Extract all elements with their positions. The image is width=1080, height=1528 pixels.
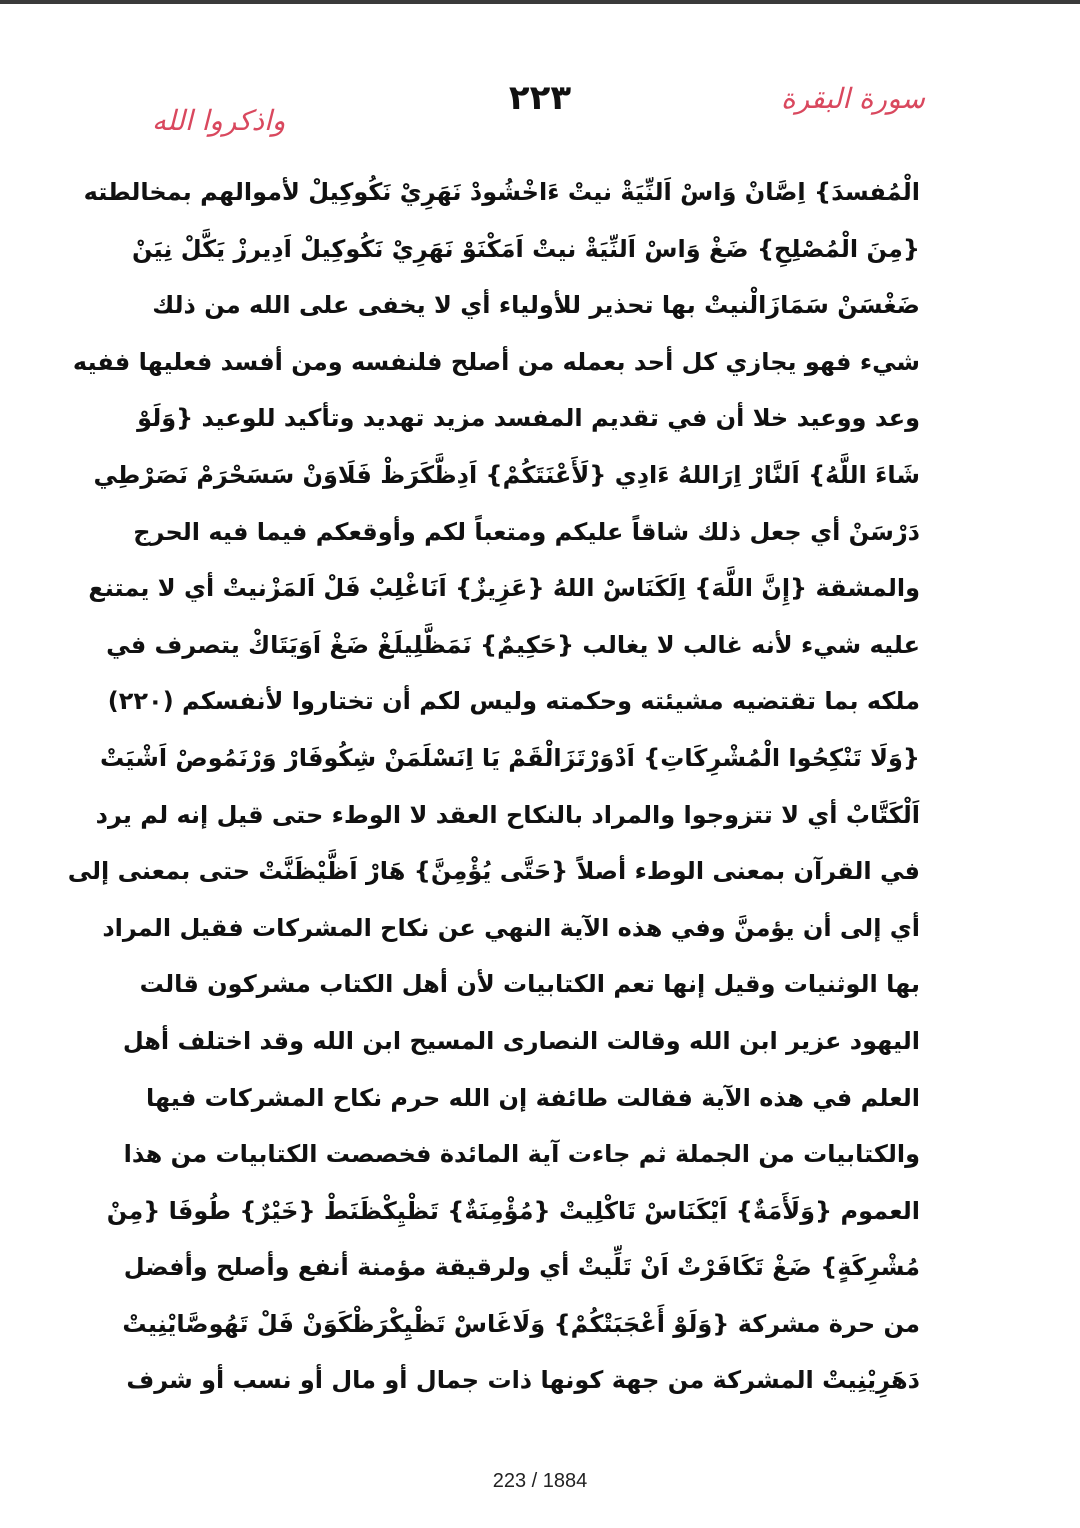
text-line: اليهود عزير ابن الله وقالت النصارى المسيح ابن الله وقد اختلف أهل	[122, 1026, 920, 1055]
text-line: {مِنَ الْمُصْلِحِ} ضَغْ وَاسْ اَلنِّيَةْ نيتْ اَمَكْنَوْ نَهَرِيْ نَكُوكِيلْ اَدِيرزْ يَكَّلْ نِيَنْ	[131, 234, 920, 263]
text-line: بها الوثنيات وقيل إنها تعم الكتابيات لأن أهل الكتاب مشركون قالت	[139, 970, 920, 999]
text-line: في القرآن بمعنى الوطء أصلاً {حَتَّى يُؤْمِنَّ} هَارْ اَظَّيْظَنَّتْ حتى بمعنى إلى	[67, 857, 920, 886]
text-line: من حرة مشركة {وَلَوْ أَعْجَبَتْكُمْ} وَلَاغَاسْ تَظْيِكْرَظْكَوَنْ فَلْ تَهُوصَّايْنِيتْ	[122, 1309, 920, 1338]
text-line: والكتابيات من الجملة ثم جاءت آية المائدة فخصصت الكتابيات من هذا	[123, 1140, 920, 1169]
page-number: ٢٢٣	[508, 78, 572, 118]
text-line: عليه شيء لأنه غالب لا يغالب {حَكِيمٌ} نَمَظَّلِيلَغْ ضَغْ اَوَيَتَاكْ يتصرف في	[106, 630, 920, 659]
text-line: ملكه بما تقتضيه مشيئته وحكمته وليس لكم أن تختاروا لأنفسكم (٢٢٠)	[107, 687, 920, 716]
text-line: شيء فهو يجازي كل أحد بعمله من أصلح فلنفسه ومن أفسد فعليها ففيه	[72, 347, 920, 376]
handwritten-margin-note: واذكروا الله	[152, 104, 286, 137]
scanned-page	[0, 4, 1080, 1528]
handwritten-surah-note: سورة البقرة	[780, 82, 925, 115]
text-line: وعد ووعيد خلا أن في تقديم المفسد مزيد تهديد وتأكيد للوعيد {وَلَوْ	[137, 404, 920, 433]
text-line: ضَغْسَنْ سَمَازَالْنيتْ بها تحذير للأولياء أي لا يخفى على الله من ذلك	[152, 291, 920, 320]
pagination-indicator: 223 / 1884	[492, 1470, 588, 1492]
text-line: والمشقة {إِنَّ اللَّهَ} اِلَكَنَاسْ اللهُ {عَزِيزٌ} اَنَاغْلِبْ فَلْ اَلمَزْنيتْ أي لا يمتنع	[88, 574, 920, 603]
text-line: {وَلَا تَنْكِحُوا الْمُشْرِكَاتِ} اَدْوَرْتَزَالْقَمْ يَا اِنَسْلَمَنْ شِكُوفَارْ وَرْنَمُوصْ اَشْيَتْ	[100, 743, 920, 772]
text-line: شَاءَ اللَّهُ} اَلنَّارْ اِرَاللهُ ءَادِي {لَأَعْنَتَكُمْ} اَدِظَّكَرَظْ فَلَاوَنْ سَسَحْرَمْ نَصَرْطِي	[93, 460, 920, 489]
text-line: دَرْسَنْ أي جعل ذلك شاقاً عليكم ومتعباً لكم وأوقعكم فيما فيه الحرج	[133, 517, 920, 546]
text-line: اَلْكَتَّابْ أي لا تتزوجوا والمراد بالنكاح العقد لا الوطء حتى قيل إنه لم يرد	[95, 800, 920, 829]
text-line: العلم في هذه الآية فقالت طائفة إن الله حرم نكاح المشركات فيها	[145, 1083, 920, 1112]
text-line: دَهَرِيْنِيتْ المشركة من جهة كونها ذات جمال أو مال أو نسب أو شرف	[126, 1366, 920, 1395]
text-line: الْمُفسدَ} اِصَّانْ وَاسْ اَلنِّيَةْ نيتْ ءَاخْشُودْ نَهَرِيْ نَكُوكِيلْ لأموالهم بمخالطته	[83, 178, 920, 206]
text-line: مُشْرِكَةٍ} ضَغْ تَكَافَرْتْ اَنْ تَلِّيتْ أي ولرقيقة مؤمنة أنفع وأصلح وأفضل	[123, 1253, 920, 1282]
page-body-text	[67, 164, 920, 1409]
text-line: العموم {وَلَأَمَةٌ} اَيْكَنَاسْ تَاكْلِيتْ {مُؤْمِنَةٌ} تَظْيِكْظَنَطْ {خَيْرٌ} طُوفَا {مِنْ	[106, 1196, 920, 1225]
text-line: أي إلى أن يؤمنَّ وفي هذه الآية النهي عن نكاح المشركات فقيل المراد	[102, 913, 920, 942]
